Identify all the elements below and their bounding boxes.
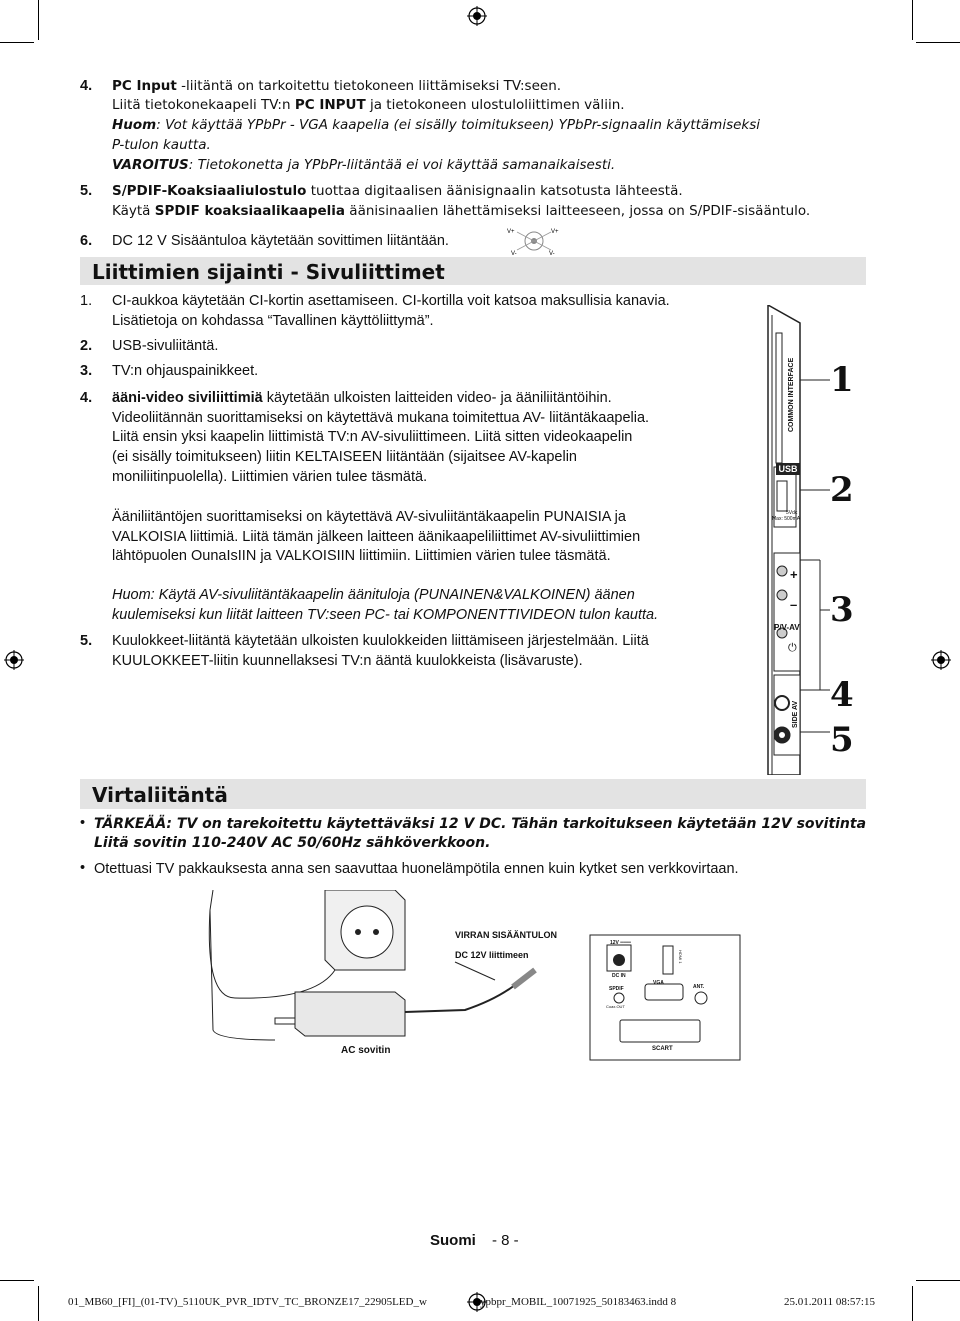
power-diagram-drawing <box>195 890 755 1070</box>
callout-number: 4 <box>830 675 854 715</box>
side-av-label: SIDE AV <box>792 700 799 728</box>
item-number: 4. <box>80 78 93 94</box>
crop-mark <box>916 42 960 43</box>
bullet-dot: • <box>80 860 86 876</box>
text-line: käytetään ulkoisten laitteiden video- ja ääniliitäntöihin. <box>262 390 612 406</box>
item-number: 5. <box>80 633 93 649</box>
bold-term: SPDIF koaksiaalikaapelia <box>154 203 346 219</box>
file-date: 25.01.2011 08:57:15 <box>784 1296 875 1308</box>
item-number: 6. <box>80 233 93 249</box>
dc-vplus-right: V+ <box>551 229 559 235</box>
crop-mark <box>0 1280 34 1281</box>
common-interface-label: COMMON INTERFACE <box>788 357 795 432</box>
usb-label: USB <box>776 463 800 475</box>
text-line: Kuulokkeet-liitäntä käytetään ulkoisten kuulokkeiden liittämiseen järjestelmään. Liitä <box>112 633 649 649</box>
file-slug: ypbpr_MOBIL_10071925_50183463.indd 8 <box>480 1296 677 1308</box>
usb-rating-label: Max: 500mA <box>772 516 801 522</box>
text-line: CI-aukkoa käytetään CI-kortin asettamiseen. CI-kortilla voit katsoa maksullisia kanavia. <box>112 293 670 309</box>
dc-input-label: DC 12V liittimeen <box>455 950 529 960</box>
text-line: DC 12 V Sisääntuloa käytetään sovittimen liitäntään. <box>112 233 449 249</box>
item-number: 2. <box>80 338 93 354</box>
note-line: kuulemiseksi kun liität laitteen TV:seen PC- tai KOMPONENTTIVIDEON tulon kautta. <box>112 607 659 623</box>
page-number: - 8 - <box>492 1232 519 1249</box>
text-line: tuottaa digitaalisen äänisignaalin katsotusta lähteestä. <box>306 183 683 199</box>
usb-rating-label: 5Vdc <box>786 510 798 516</box>
crop-mark <box>38 1286 39 1321</box>
registration-mark-icon <box>931 650 951 670</box>
text-line: moniliitinpuolella). Liittimien värien tulee täsmätä. <box>112 469 428 485</box>
text-line: Otettuasi TV pakkauksesta anna sen saavuttaa huonelämpötila ennen kuin kytket sen verkkovirtaan. <box>94 861 739 877</box>
text-line: (ei sisälly toimitukseen) liitin KELTAISEEN liitäntään (sijaitsee AV-kapelin <box>112 449 577 465</box>
registration-mark-icon <box>467 6 487 26</box>
text-line: ja tietokoneen ulostuloliittimen väliin. <box>365 97 625 113</box>
dc-in-label: DC IN <box>612 973 626 979</box>
text-line: lähtöpuolen OunaIsIIN ja VALKOISIIN liittimiin. Liittimien värien tulee täsmätä. <box>112 548 611 564</box>
scart-label: SCART <box>652 1046 673 1052</box>
text-line: TV:n ohjauspainikkeet. <box>112 363 259 379</box>
crop-mark <box>912 1286 913 1321</box>
dc-vminus-right: V- <box>549 251 555 256</box>
power-icon: ⏻ <box>788 642 797 654</box>
ac-adapter-label: AC sovitin <box>341 1045 391 1056</box>
bold-term: PC INPUT <box>294 97 366 113</box>
item-number: 3. <box>80 363 93 379</box>
text-line: P-tulon kautta. <box>112 137 211 153</box>
section-title: Liittimien sijainti - Sivuliittimet <box>92 260 445 284</box>
bold-term: ääni-video siviliittimiä <box>112 390 263 406</box>
callout-number: 2 <box>830 470 854 510</box>
item-number: 1. <box>80 293 93 309</box>
text-line: TÄRKEÄÄ: TV on tarekoitettu käytettäväksi 12 V DC. Tähän tarkoitukseen käytetään 12V sovitinta <box>94 816 867 832</box>
vga-label: VGA <box>653 980 664 986</box>
item-number: 5. <box>80 183 93 199</box>
crop-mark <box>0 42 34 43</box>
section-header <box>80 779 866 809</box>
coax-out-label: Coax.OUT <box>606 1004 625 1009</box>
text-line: : Tietokonetta ja YPbPr-liitäntää ei voi käyttää samanaikaisesti. <box>188 157 616 173</box>
registration-mark-icon <box>4 650 24 670</box>
antenna-label: ANT. <box>693 984 705 990</box>
callout-number: 5 <box>830 720 854 760</box>
dc-vplus-left: V+ <box>507 229 515 235</box>
note-line: Huom: Käytä AV-sivuliitäntäkaapelin äänituloja (PUNAINEN&VALKOINEN) äänen <box>112 587 635 603</box>
bold-term: PC Input <box>112 78 177 94</box>
file-slug: 01_MB60_[FI]_(01-TV)_5110UK_PVR_IDTV_TC_BRONZE17_22905LED_w <box>68 1296 427 1308</box>
text-line: Liitä tietokonekaapeli TV:n <box>112 97 295 113</box>
dc-vminus-left: V- <box>511 251 517 256</box>
callout-lines <box>800 360 830 760</box>
spdif-label: SPDIF <box>609 986 624 992</box>
text-line: Liitä sovitin 110-240V AC 50/60Hz sähköverkkoon. <box>94 835 491 851</box>
bold-term: Huom <box>112 117 157 133</box>
section-title: Virtaliitäntä <box>92 783 228 807</box>
crop-mark <box>38 0 39 40</box>
bold-term: S/PDIF-Koaksiaaliulostulo <box>112 183 307 199</box>
program-av-label: P/V-AV <box>774 623 800 632</box>
item-number: 4. <box>80 390 93 406</box>
text-line: äänisinaalien lähettämiseksi laitteeseen, jossa on S/PDIF-sisääntulo. <box>345 203 811 219</box>
bullet-dot: • <box>80 815 86 831</box>
text-line: -liitäntä on tarkoitettu tietokoneen liittämiseksi TV:seen. <box>176 78 562 94</box>
crop-mark <box>916 1280 960 1281</box>
dc-polarity-icon <box>505 226 563 256</box>
volume-minus-label: – <box>790 597 798 612</box>
hdmi-label: HDMI 1 <box>678 950 683 964</box>
voltage-label: 12V ═══ <box>610 940 631 946</box>
power-input-label: VIRRAN SISÄÄNTULON <box>455 930 558 940</box>
footer-language: Suomi <box>430 1232 476 1249</box>
callout-number: 1 <box>830 360 854 400</box>
section-header <box>80 257 866 285</box>
text-line: KUULOKKEET-liitin kuunnellaksesi TV:n ääntä kuulokkeista (lisävaruste). <box>112 653 583 669</box>
text-line: Videoliitännän suorittamiseksi on käytettävä mukana toimitettua AV- liitäntäkaapelia. <box>112 410 650 426</box>
text-line: Liitä ensin yksi kaapelin liittimistä TV:n AV-sivuliittimeen. Liitä sitten videokaapelin <box>112 429 633 445</box>
callout-number: 3 <box>830 590 854 630</box>
text-line: VALKOISIA liittimiä. Liitä tämän jälkeen laitteen äänikaapeliliittimet AV-sivuliittimien <box>112 529 641 545</box>
text-line: Lisätietoja on kohdassa “Tavallinen käyttöliittymä”. <box>112 313 434 329</box>
text-line: USB-sivuliitäntä. <box>112 338 219 354</box>
text-line: Ääniliitäntöjen suorittamiseksi on käytettävä AV-sivuliitäntäkaapelin PUNAISIA ja <box>112 509 626 525</box>
text-line: : Vot käyttää YPbPr - VGA kaapelia (ei sisälly toimitukseen) YPbPr-signaalin käyttämiseksi <box>156 117 761 133</box>
bold-term: VAROITUS <box>112 157 189 173</box>
text-line: Käytä <box>112 203 155 219</box>
crop-mark <box>912 0 913 40</box>
volume-plus-label: + <box>790 567 798 582</box>
